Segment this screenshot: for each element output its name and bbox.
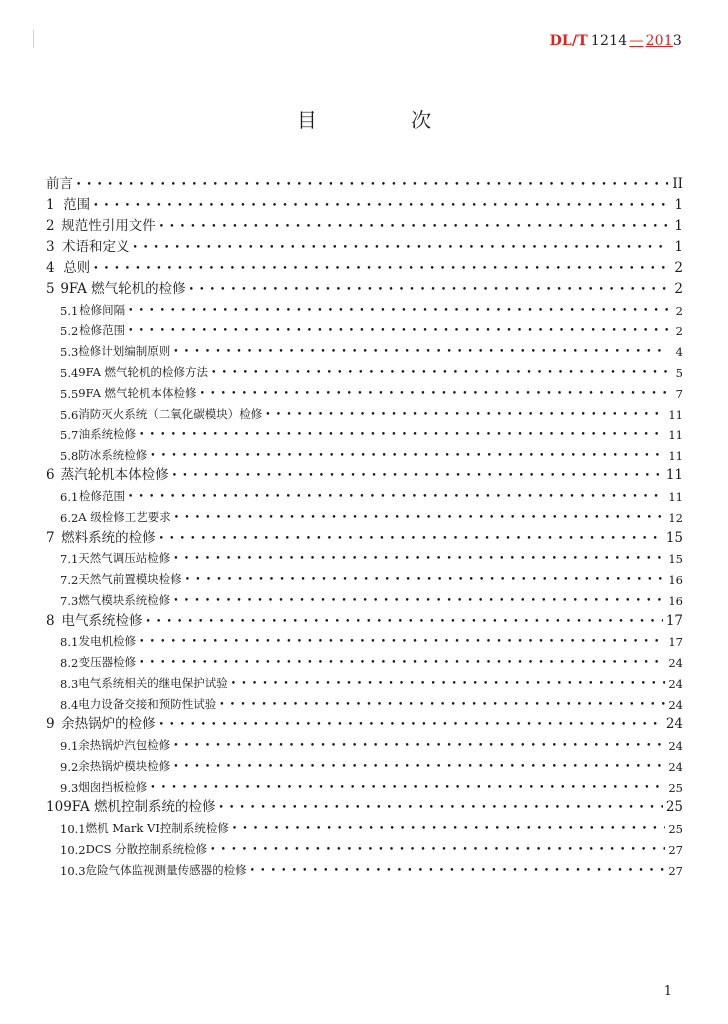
- toc-entry-label: 前言: [46, 176, 73, 192]
- dot-leader: [219, 801, 663, 815]
- toc-entry-label: 余热锅炉的检修: [61, 716, 156, 732]
- toc-entry-label: 总则: [63, 260, 91, 276]
- toc-entry-label: 烟囱挡板检修: [78, 780, 148, 794]
- toc-entry[interactable]: [46, 629, 683, 649]
- dot-leader: [76, 178, 668, 192]
- toc-entry-label: 发电机检修: [78, 634, 137, 648]
- toc-entry-page: 1: [674, 197, 683, 213]
- toc-entry[interactable]: [46, 754, 683, 774]
- toc-entry[interactable]: [46, 816, 683, 836]
- toc-entry-label: 电气系统检修: [61, 613, 143, 629]
- toc-entry-label: 变压器检修: [78, 655, 137, 669]
- toc-entry-page: 24: [665, 716, 683, 732]
- toc-entry-page: 25: [668, 822, 683, 836]
- toc-entry-page: 1: [674, 218, 683, 234]
- toc-entry-label: 油系统检修: [78, 427, 137, 441]
- dot-leader: [210, 843, 665, 857]
- toc-entry-page: 12: [668, 511, 683, 525]
- toc-entry-label: A 级检修工艺要求: [78, 510, 171, 524]
- toc-entry[interactable]: [46, 172, 683, 192]
- dot-leader: [128, 490, 665, 504]
- toc-entry-label: 电力设备交接和预防性试验: [78, 697, 217, 711]
- toc-entry-number: 9: [46, 716, 55, 732]
- toc-entry[interactable]: [46, 733, 683, 753]
- dot-leader: [211, 366, 668, 380]
- toc-entry[interactable]: [46, 546, 683, 566]
- toc-entry-label: 消防灭火系统（二氧化碳模块）检修: [78, 407, 263, 421]
- toc-entry-label: 范围: [63, 197, 91, 213]
- toc-entry[interactable]: [46, 567, 683, 587]
- toc-entry-page: 11: [668, 408, 683, 422]
- toc-entry-page: 25: [668, 781, 683, 795]
- toc-entry-page: 24: [668, 677, 683, 691]
- toc-entry-label: 燃机 Mark VI控制系统检修: [85, 821, 229, 835]
- toc-entry-page: 11: [668, 449, 683, 463]
- toc-entry[interactable]: [46, 402, 683, 422]
- toc-entry-number: 3: [46, 239, 55, 255]
- toc-entry[interactable]: [46, 837, 683, 857]
- toc-entry-number: 5.5: [60, 387, 79, 401]
- toc-entry-page: 2: [674, 281, 683, 297]
- toc-entry[interactable]: [46, 526, 683, 546]
- toc-entry-label: 电气系统相关的继电保护试验: [78, 676, 228, 690]
- toc-entry-number: 7.2: [60, 573, 79, 587]
- toc-entry-label: 余热锅炉模块检修: [78, 759, 171, 773]
- toc-entry[interactable]: [46, 484, 683, 504]
- toc-entry-number: 8: [46, 613, 55, 629]
- toc-entry-page: 16: [668, 594, 683, 608]
- toc-entry-number: 6.2: [60, 511, 79, 525]
- standard-code-dash: —: [629, 33, 644, 49]
- dot-leader: [159, 532, 663, 546]
- standard-code-number: 1214: [590, 33, 628, 49]
- dot-leader: [219, 698, 665, 712]
- dot-leader: [231, 677, 666, 691]
- toc-entry-page: 17: [665, 613, 683, 629]
- dot-leader: [133, 241, 668, 255]
- dot-leader: [159, 718, 663, 732]
- toc-entry[interactable]: [46, 298, 683, 318]
- toc-entry-page: 1: [674, 239, 683, 255]
- toc-entry-label: 检修范围: [79, 489, 125, 503]
- toc-entry-page: 7: [675, 387, 683, 401]
- toc-entry-label: 9FA 燃气轮机的检修: [60, 281, 186, 297]
- dot-leader: [93, 262, 668, 276]
- dot-leader: [173, 345, 668, 359]
- toc-entry-number: 5.2: [60, 324, 79, 338]
- toc-entry[interactable]: [46, 256, 683, 276]
- toc-entry-number: 5.8: [60, 449, 79, 463]
- toc-entry-label: 天然气调压站检修: [78, 551, 171, 565]
- toc-entry-label: 防冰系统检修: [78, 448, 148, 462]
- toc-entry[interactable]: [46, 588, 683, 608]
- toc-entry[interactable]: [46, 712, 683, 732]
- toc-entry[interactable]: [46, 795, 683, 815]
- toc-entry[interactable]: [46, 193, 683, 213]
- toc-entry-number: 7: [46, 530, 55, 546]
- dot-leader: [172, 469, 663, 483]
- toc-entry-page: 24: [668, 656, 683, 670]
- dot-leader: [93, 199, 668, 213]
- dot-leader: [159, 220, 668, 234]
- standard-code-year: 201: [645, 33, 673, 49]
- standard-code-prefix: DL/T: [549, 33, 588, 49]
- toc-entry-page: 27: [668, 843, 683, 857]
- dot-leader: [139, 656, 665, 670]
- dot-leader: [250, 864, 666, 878]
- toc-entry-label: 检修计划编制原则: [78, 344, 171, 358]
- toc-entry[interactable]: [46, 650, 683, 670]
- toc-entry[interactable]: [46, 235, 683, 255]
- toc-entry-page: 15: [668, 552, 683, 566]
- toc-entry-label: 蒸汽轮机本体检修: [60, 467, 169, 483]
- toc-entry-page: 15: [665, 530, 683, 546]
- toc-entry-number: 10: [46, 799, 64, 815]
- toc-entry-page: 11: [665, 467, 683, 483]
- toc-entry-number: 4: [46, 260, 55, 276]
- toc-entry-page: 24: [668, 760, 683, 774]
- dot-leader: [173, 760, 665, 774]
- toc-entry[interactable]: [46, 505, 683, 525]
- toc-entry-number: 6: [46, 467, 55, 483]
- dot-leader: [185, 573, 666, 587]
- toc-entry-label: 规范性引用文件: [61, 218, 156, 234]
- toc-entry-page: 27: [668, 864, 683, 878]
- toc-entry-label: 9FA 燃气轮机的检修方法: [78, 365, 209, 379]
- toc-entry[interactable]: [46, 214, 683, 234]
- toc-entry-page: 2: [675, 324, 683, 338]
- toc-entry[interactable]: [46, 339, 683, 359]
- toc-entry-page: 2: [674, 260, 683, 276]
- dot-leader: [200, 387, 668, 401]
- dot-leader: [174, 511, 666, 525]
- toc-entry-page: 17: [668, 635, 683, 649]
- standard-code-year-end: 3: [672, 33, 682, 49]
- toc-entry-page: II: [672, 176, 683, 192]
- page-number: 1: [663, 984, 672, 999]
- toc-entry-page: 11: [668, 428, 683, 442]
- dot-leader: [173, 552, 665, 566]
- toc-entry-page: 2: [675, 304, 683, 318]
- toc-entry[interactable]: [46, 609, 683, 629]
- toc-entry[interactable]: [46, 443, 683, 463]
- toc-entry-number: 9.1: [60, 739, 79, 753]
- toc-entry-page: 25: [665, 799, 683, 815]
- toc-entry[interactable]: [46, 775, 683, 795]
- toc-entry-number: 5.7: [60, 428, 79, 442]
- toc-entry-number: 5: [46, 281, 55, 297]
- toc-entry-label: 余热锅炉汽包检修: [78, 738, 171, 752]
- toc-entry-label: 危险气体监视测量传感器的检修: [85, 863, 247, 877]
- toc-entry-number: 10.3: [60, 864, 86, 878]
- toc-entry-number: 10.1: [60, 822, 86, 836]
- toc-entry-page: 11: [668, 490, 683, 504]
- dot-leader: [173, 739, 665, 753]
- toc-entry-number: 10.2: [60, 843, 86, 857]
- toc-entry-number: 8.3: [60, 677, 79, 691]
- toc-entry-label: 9FA 燃气轮机本体检修: [78, 386, 197, 400]
- toc-entry[interactable]: [46, 277, 683, 297]
- toc-entry-page: 5: [675, 366, 683, 380]
- toc-entry[interactable]: [46, 692, 683, 712]
- toc-entry-page: 4: [675, 345, 683, 359]
- toc-entry[interactable]: [46, 422, 683, 442]
- toc-entry-label: 天然气前置模块检修: [78, 572, 182, 586]
- dot-leader: [145, 615, 662, 629]
- toc-entry[interactable]: [46, 858, 683, 878]
- toc-entry-number: 2: [46, 218, 55, 234]
- dot-leader: [128, 324, 668, 338]
- dot-leader: [189, 283, 668, 297]
- toc-entry[interactable]: [46, 671, 683, 691]
- dot-leader: [128, 304, 668, 318]
- toc-entry-page: 24: [668, 698, 683, 712]
- dot-leader: [265, 408, 665, 422]
- toc-entry-label: 术语和定义: [62, 239, 130, 255]
- toc-entry-number: 5.6: [60, 408, 79, 422]
- toc-entry-number: 5.3: [60, 345, 79, 359]
- toc-entry-number: 7.3: [60, 594, 79, 608]
- toc-entry-number: 5.4: [60, 366, 79, 380]
- toc-entry[interactable]: [46, 463, 683, 483]
- dot-leader: [150, 449, 665, 463]
- toc-entry-label: 燃气模块系统检修: [78, 593, 171, 607]
- toc-entry-number: 5.1: [60, 304, 79, 318]
- toc-entry-number: 1: [46, 197, 55, 213]
- dot-leader: [173, 594, 665, 608]
- toc-entry-page: 16: [668, 573, 683, 587]
- toc-entry-number: 9.3: [60, 781, 79, 795]
- toc-entry-label: 检修范围: [79, 323, 126, 337]
- toc-entry-number: 8.2: [60, 656, 79, 670]
- standard-code: [550, 33, 682, 49]
- dot-leader: [139, 635, 665, 649]
- toc-entry-number: 7.1: [60, 552, 79, 566]
- dot-leader: [232, 822, 665, 836]
- toc-entry-label: 检修间隔: [79, 303, 126, 317]
- toc-entry-label: 9FA 燃机控制系统的检修: [63, 799, 216, 815]
- toc-entry-label: DCS 分散控制系统检修: [85, 842, 208, 856]
- toc-entry-number: 8.1: [60, 635, 79, 649]
- toc-entry-number: 9.2: [60, 760, 79, 774]
- toc-entry-page: 24: [668, 739, 683, 753]
- toc-entry[interactable]: [46, 318, 683, 338]
- toc-entry-number: 8.4: [60, 698, 79, 712]
- toc-entry-number: 6.1: [60, 490, 79, 504]
- dot-leader: [139, 428, 665, 442]
- toc-entry-label: 燃料系统的检修: [61, 530, 156, 546]
- dot-leader: [150, 781, 665, 795]
- toc-entry[interactable]: [46, 360, 683, 380]
- margin-mark: [33, 30, 34, 48]
- page-title: 目 次: [296, 108, 476, 132]
- toc-entry[interactable]: [46, 381, 683, 401]
